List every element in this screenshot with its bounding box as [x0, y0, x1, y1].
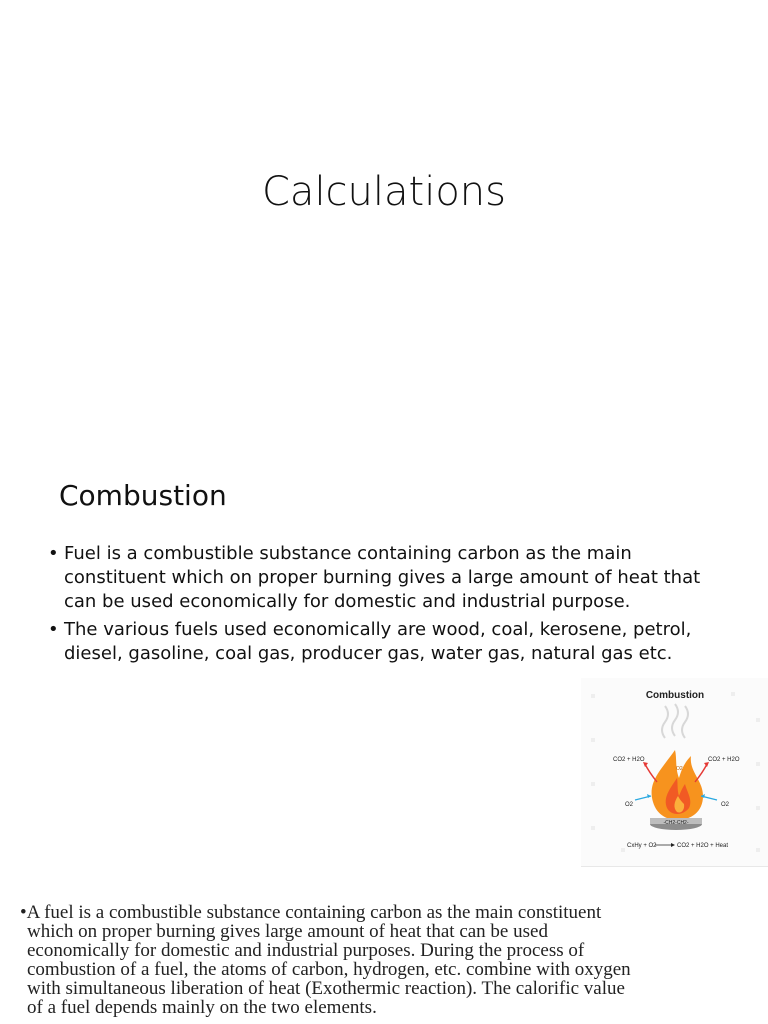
bullet-glyph: •	[48, 543, 59, 564]
figure-title: Combustion	[645, 690, 705, 701]
paragraph-line: of a fuel depends mainly on the two elements.	[27, 997, 377, 1018]
paragraph-line: combustion of a fuel, the atoms of carbon, hydrogen, etc. combine with oxygen	[27, 959, 631, 980]
flame-icon	[652, 750, 703, 820]
equation-reactants: CxHy + O2	[627, 843, 657, 849]
fuel-label: -CH2-CH2-	[663, 820, 689, 826]
bullet-list	[48, 542, 738, 670]
paragraph-line: economically for domestic and industrial purposes. During the process of	[27, 940, 585, 961]
left-oxygen-label: O2	[625, 802, 634, 808]
bullet-item	[48, 618, 738, 666]
flame-label: O2	[676, 766, 683, 772]
slide-heading: Combustion	[59, 479, 227, 512]
bullet-glyph: •	[48, 619, 59, 640]
right-oxygen-label: O2	[721, 802, 730, 808]
combustion-slide	[0, 470, 768, 880]
slide-title: Calculations	[262, 169, 506, 215]
right-product-label: CO2 + H2O	[708, 757, 740, 763]
paragraph-line: which on proper burning gives large amount of heat that can be used	[27, 921, 548, 942]
bullet-text: The various fuels used economically are wood, coal, kerosene, petrol, diesel, gasoline, coal gas, producer gas, water gas, natural gas etc.	[64, 619, 692, 664]
bullet-text: Fuel is a combustible substance containing carbon as the main constituent which on proper burning gives a large amount of heat that can be used economically for domestic and industrial purpose.	[64, 543, 701, 612]
reaction-arrow-icon	[655, 843, 675, 847]
paragraph-line: •A fuel is a combustible substance containing carbon as the main constituent	[20, 902, 602, 923]
body-paragraph	[20, 903, 748, 1017]
title-slide	[0, 0, 768, 430]
product-arrow-right	[695, 762, 709, 782]
left-product-label: CO2 + H2O	[613, 757, 645, 763]
bullet-item	[48, 542, 738, 614]
paragraph-line: with simultaneous liberation of heat (Exothermic reaction). The calorific value	[27, 978, 625, 999]
product-arrow-left	[643, 762, 657, 782]
combustion-diagram	[581, 678, 768, 867]
smoke-icon	[662, 704, 688, 738]
equation-products: CO2 + H2O + Heat	[677, 843, 729, 849]
